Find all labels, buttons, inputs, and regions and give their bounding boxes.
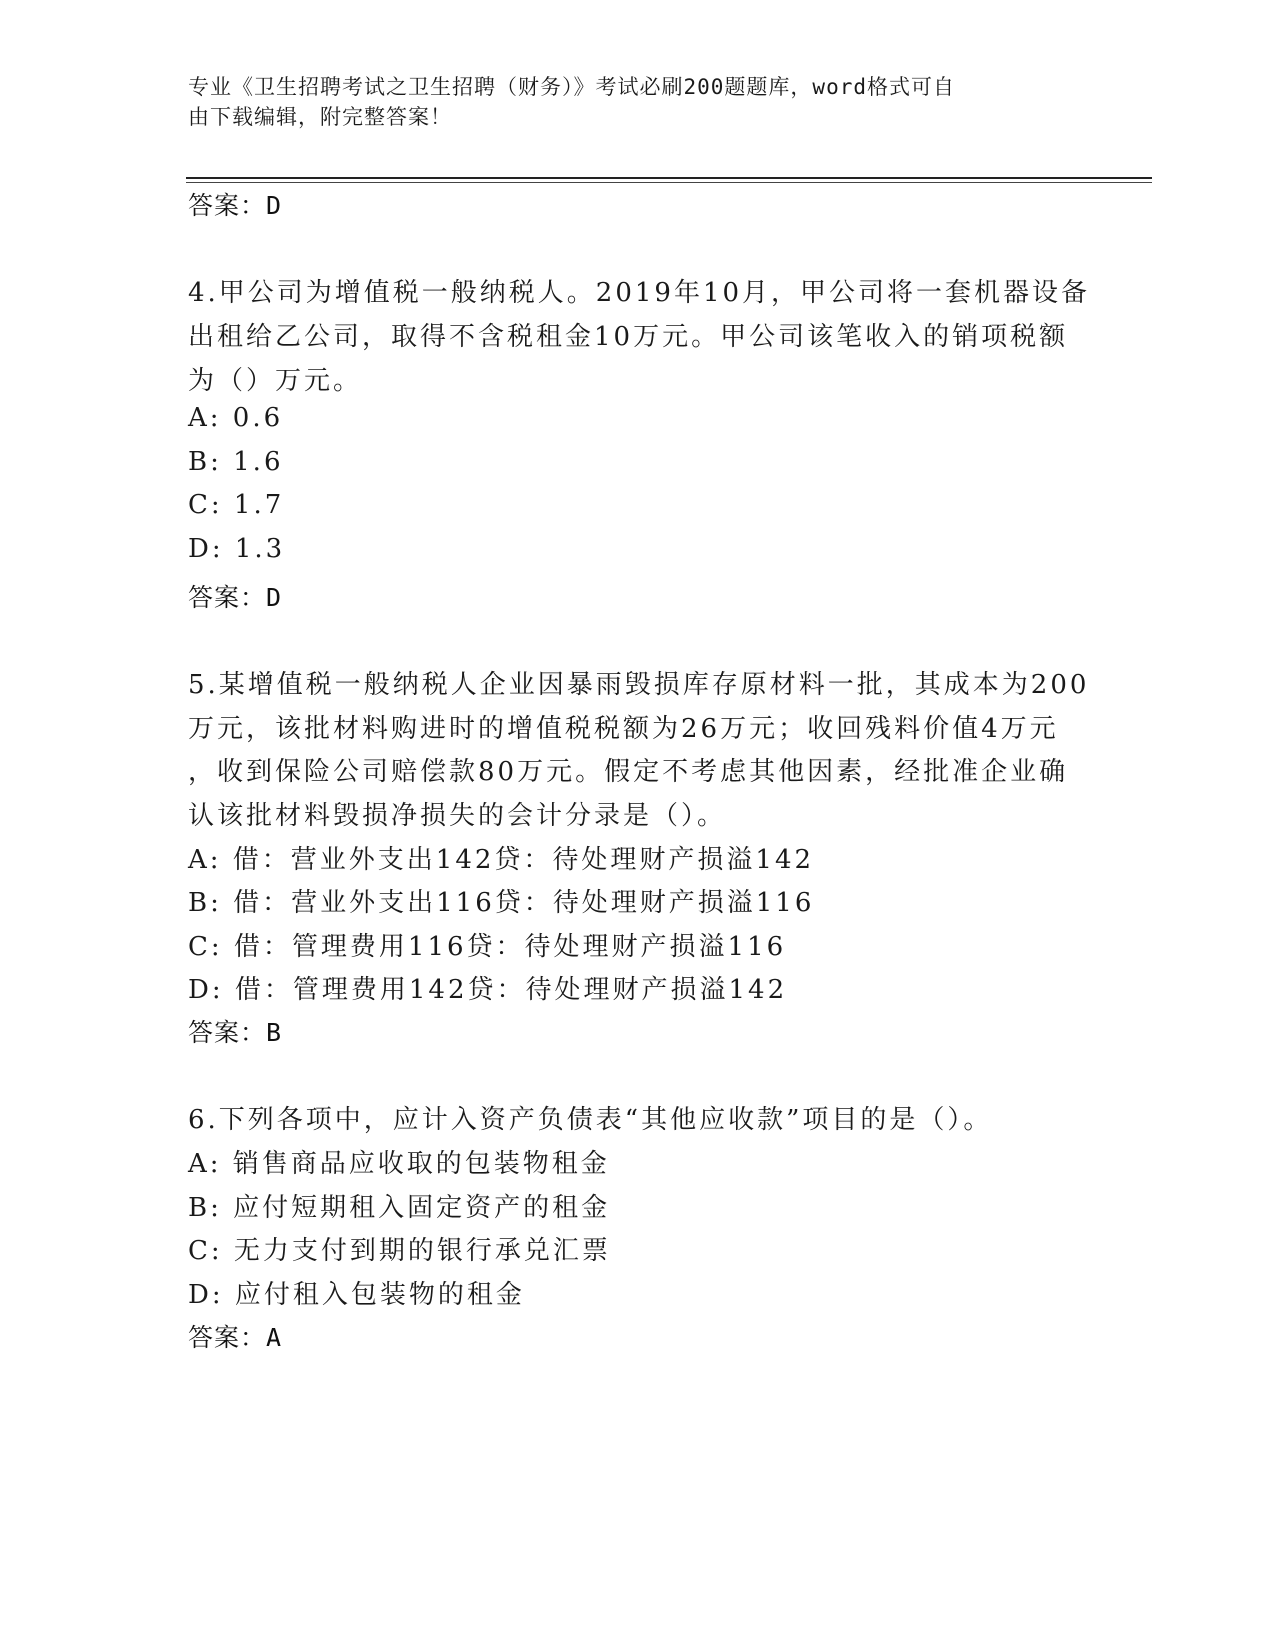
question-4-line-3: 为（）万元。 xyxy=(188,366,363,396)
header-divider-thick xyxy=(186,177,1152,179)
question-6-option-b: B: 应付短期租入固定资产的租金 xyxy=(188,1193,611,1223)
question-4-line-1: 4.甲公司为增值税一般纳税人。2019年10月，甲公司将一套机器设备 xyxy=(188,278,1091,308)
question-5-option-c: C: 借：管理费用116贷：待处理财产损溢116 xyxy=(188,932,787,962)
answer-q4: 答案：D xyxy=(188,583,283,612)
question-5-option-b: B: 借：营业外支出116贷：待处理财产损溢116 xyxy=(188,888,815,918)
question-6-option-a: A: 销售商品应收取的包装物租金 xyxy=(188,1149,610,1179)
question-4-option-a: A: 0.6 xyxy=(188,403,284,433)
answer-q6: 答案：A xyxy=(188,1323,283,1352)
header-divider-thin xyxy=(186,182,1152,183)
question-5-line-4: 认该批材料毁损净损失的会计分录是（）。 xyxy=(188,801,727,831)
question-5-line-2: 万元，该批材料购进时的增值税税额为26万元；收回残料价值4万元 xyxy=(188,714,1059,744)
header-line-2: 由下载编辑，附完整答案！ xyxy=(188,105,452,129)
question-5-line-1: 5.某增值税一般纳税人企业因暴雨毁损库存原材料一批，其成本为200 xyxy=(188,670,1090,700)
question-4-option-c: C: 1.7 xyxy=(188,490,285,520)
question-4-line-2: 出租给乙公司，取得不含税租金10万元。甲公司该笔收入的销项税额 xyxy=(188,322,1069,352)
answer-q5: 答案：B xyxy=(188,1018,283,1047)
document-header xyxy=(188,72,1068,132)
question-5-option-d: D: 借：管理费用142贷：待处理财产损溢142 xyxy=(188,975,788,1005)
question-5-line-3: ，收到保险公司赔偿款80万元。假定不考虑其他因素，经批准企业确 xyxy=(188,757,1069,787)
question-4-option-b: B: 1.6 xyxy=(188,447,284,477)
question-6-line-1: 6.下列各项中，应计入资产负债表“其他应收款”项目的是（）。 xyxy=(188,1105,993,1135)
header-line-1: 专业《卫生招聘考试之卫生招聘（财务）》考试必刷200题题库，word格式可自 xyxy=(188,75,955,99)
question-6-option-c: C: 无力支付到期的银行承兑汇票 xyxy=(188,1236,611,1266)
answer-q3: 答案：D xyxy=(188,191,283,220)
question-5-option-a: A: 借：营业外支出142贷：待处理财产损溢142 xyxy=(188,845,815,875)
question-6-option-d: D: 应付租入包装物的租金 xyxy=(188,1280,525,1310)
question-4-option-d: D: 1.3 xyxy=(188,534,286,564)
